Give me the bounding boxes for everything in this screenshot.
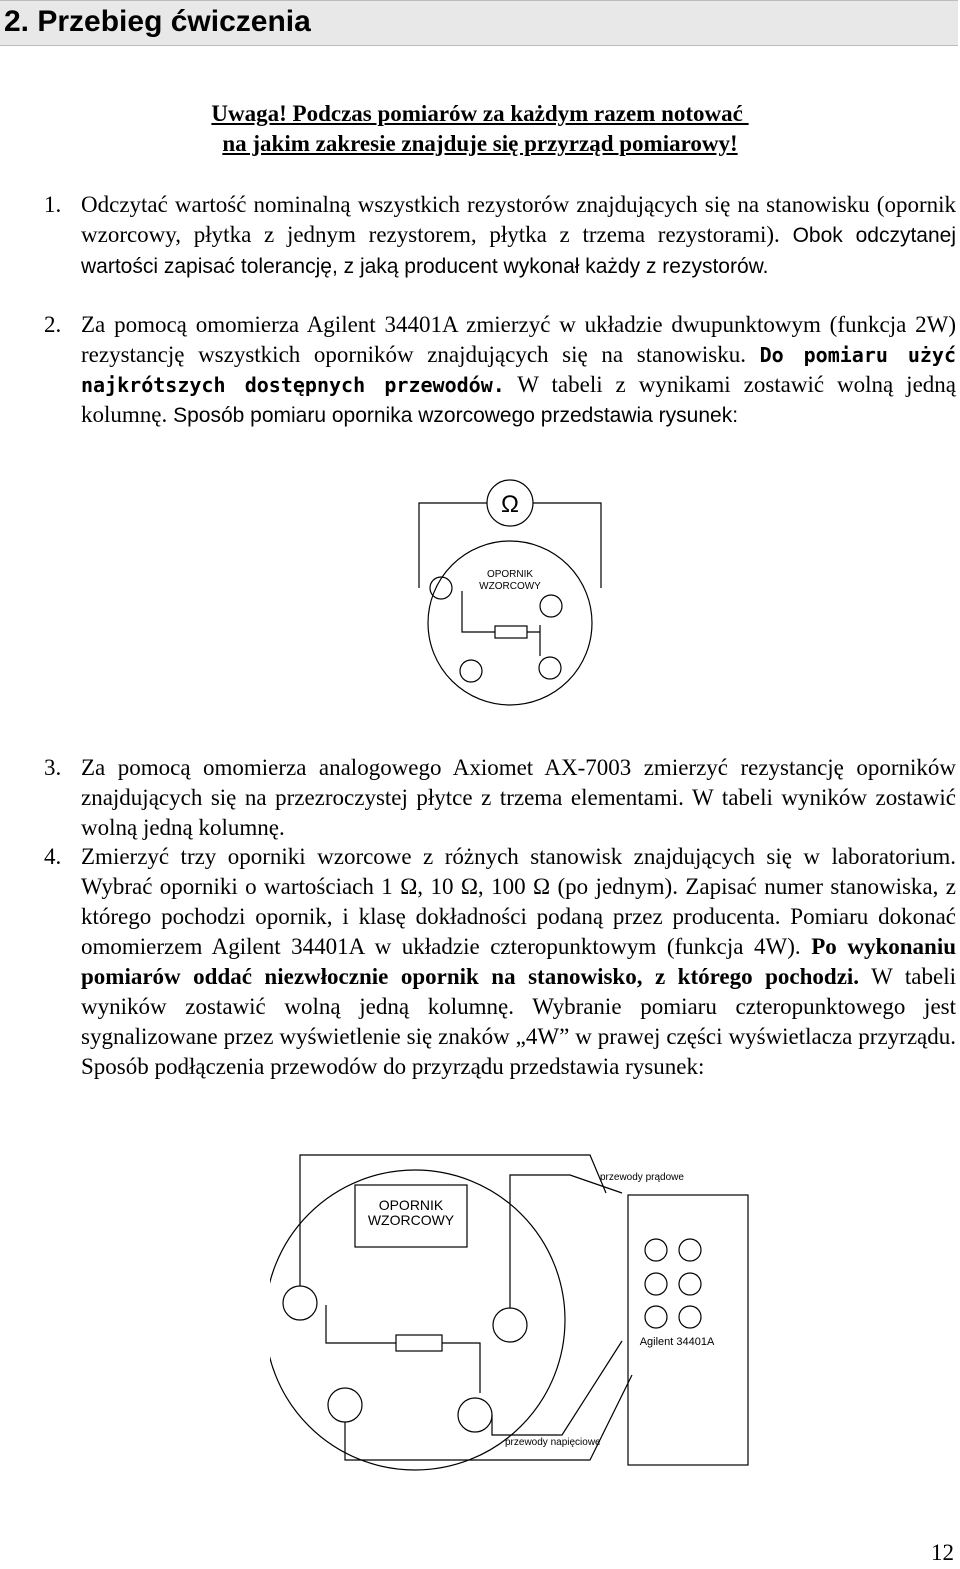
step-text-part: W tabeli z wynikami zostawić wolną jedną kolumnę. (81, 372, 956, 427)
step-2 (44, 310, 956, 431)
warning-note (0, 99, 960, 159)
terminal-icon (460, 660, 482, 682)
terminal-icon (430, 577, 452, 599)
meter-input-jack-icon (679, 1239, 701, 1261)
page-number: 12 (931, 1540, 954, 1565)
terminal-icon (540, 595, 562, 617)
section-title: 2. Przebieg ćwiczenia (4, 5, 311, 38)
step-text-part: Sposób pomiaru opornika wzorcowego przedstawia rysunek: (167, 404, 739, 427)
meter-input-jack-icon (645, 1306, 667, 1328)
step-number: 2. (44, 312, 62, 337)
multimeter-icon (628, 1195, 748, 1465)
step-text (81, 753, 956, 843)
two-wire-measurement-figure (405, 478, 625, 728)
step-text-part: Obok odczytanej wartości zapisać tolerancję, z jaką producent wykonał każdy z rezystorów. (81, 224, 956, 278)
terminal-icon (539, 657, 561, 679)
resistor-label-line-2: WZORCOWY (479, 581, 541, 592)
resistor-label-line-1: OPORNIK (378, 1197, 444, 1213)
terminal-icon (493, 1308, 527, 1342)
meter-input-jack-icon (645, 1239, 667, 1261)
step-4 (44, 842, 956, 1082)
warning-line-1: Uwaga! Podczas pomiarów za każdym razem notować (211, 101, 749, 126)
warning-line-2: na jakim zakresie znajduje się przyrząd pomiarowy! (222, 131, 738, 156)
step-text-part: Odczytać wartość nominalną wszystkich rezystorów znajdujących się na stanowisku (opornik wzorcowy, płytka z jednym rezystorem, płytka z trzema rezystorami). (81, 192, 956, 247)
resistor-icon (396, 1335, 442, 1351)
step-text (81, 310, 956, 431)
voltage-leads-label: przewody napięciowe (505, 1437, 601, 1448)
terminal-icon (458, 1398, 492, 1432)
step-bold-instruction: Po wykonaniu pomiarów oddać niezwłocznie opornik na stanowisko, z którego pochodzi. (81, 934, 956, 989)
step-bold-instruction: Do pomiaru użyć najkrótszych dostępnych przewodów. (81, 343, 956, 397)
meter-input-jack-icon (679, 1273, 701, 1295)
step-text-part: Zmierzyć trzy oporniki wzorcowe z różnych stanowisk znajdujących się w laboratorium. Wybrać oporniki o wartościach 1 Ω, 10 Ω, 100 Ω (po jednym). Zapisać numer stanowiska, z którego pochodzi opornik, i klasę dokładności podaną przez producenta. Pomiaru dokonać omomierzem Agilent 34401A w układzie czteropunktowym (funkcja 4W). (81, 844, 956, 959)
step-1 (44, 190, 956, 282)
resistor-label-line-2: WZORCOWY (367, 1212, 455, 1228)
ohm-symbol: Ω (501, 491, 519, 518)
section-header-bar (0, 0, 958, 46)
multimeter-model-label: Agilent 34401A (639, 1336, 715, 1348)
meter-input-jack-icon (679, 1306, 701, 1328)
current-leads-label: przewody prądowe (600, 1172, 684, 1183)
terminal-icon (283, 1286, 317, 1320)
step-number: 1. (44, 192, 62, 217)
meter-input-jack-icon (645, 1273, 667, 1295)
step-3 (44, 753, 956, 843)
resistor-icon (495, 626, 527, 638)
four-wire-measurement-figure (270, 1145, 770, 1475)
step-text-part: Za pomocą omomierza Agilent 34401A zmierzyć w układzie dwupunktowym (funkcja 2W) rezystancję wszystkich oporników znajdujących się na stanowisku. (81, 312, 956, 367)
standard-resistor-body (428, 541, 592, 705)
step-text (81, 842, 956, 1082)
step-number: 3. (44, 755, 62, 780)
resistor-label-line-1: OPORNIK (486, 569, 534, 580)
step-text (81, 190, 956, 282)
step-text-part: Za pomocą omomierza analogowego Axiomet AX-7003 zmierzyć rezystancję oporników znajdujących się na przezroczystej płytce z trzema elementami. W tabeli wyników zostawić wolną jedną kolumnę. (81, 755, 956, 840)
step-number: 4. (44, 844, 62, 869)
step-text-part: W tabeli wyników zostawić wolną jedną kolumnę. Wybranie pomiaru czteropunktowego jest sygnalizowane przez wyświetlenie się znaków „4W” w prawej części wyświetlacza przyrządu. Sposób podłączenia przewodów do przyrządu przedstawia rysunek: (81, 964, 956, 1079)
terminal-icon (328, 1388, 362, 1422)
